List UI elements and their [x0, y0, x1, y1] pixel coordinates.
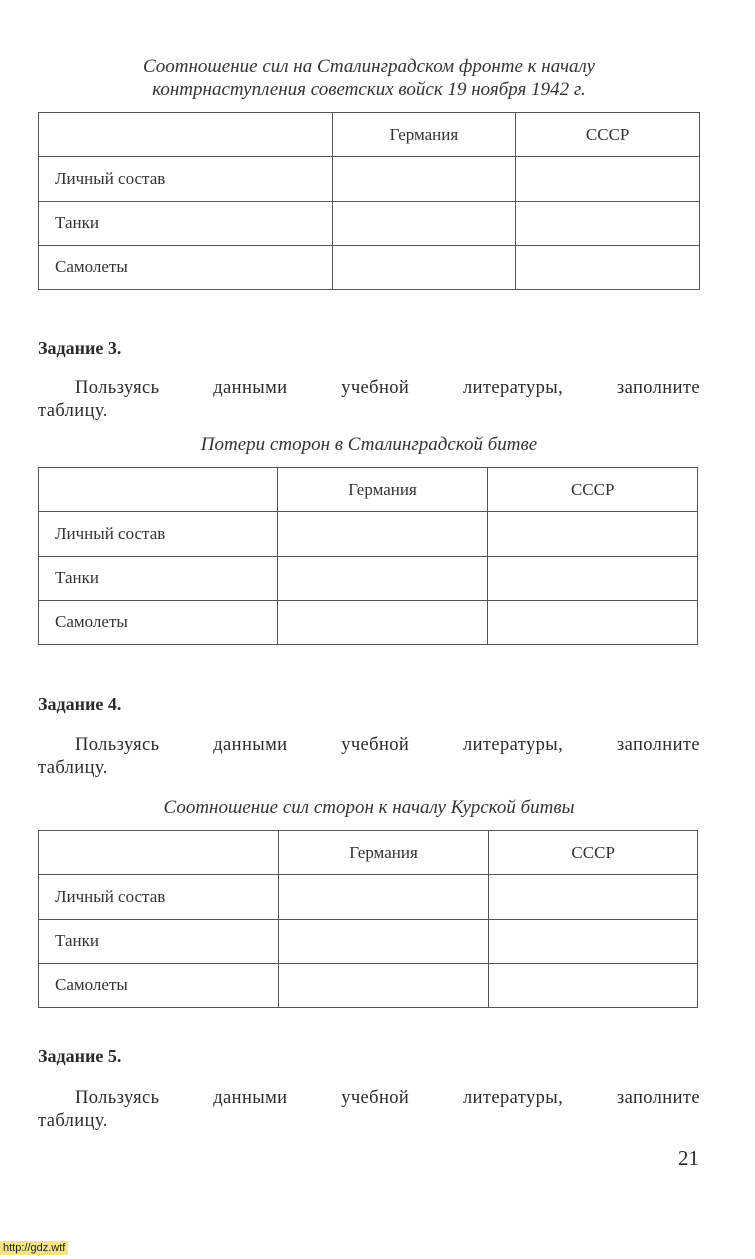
header-ussr: СССР: [489, 831, 698, 875]
task-line: Пользуясь данными учебной литературы, заполните: [75, 1088, 700, 1108]
table-caption: Потери сторон в Сталинградской битве: [200, 434, 538, 455]
cell[interactable]: [489, 919, 698, 963]
header-ussr: СССР: [488, 468, 698, 512]
row-label: Танки: [39, 201, 333, 245]
caption-line: Соотношение сил на Сталинградском фронте к началу: [142, 56, 596, 77]
cell[interactable]: [278, 919, 489, 963]
row-label: Личный состав: [39, 875, 279, 919]
task-title: Задание 4.: [38, 694, 122, 714]
row-label: Самолеты: [39, 245, 333, 289]
cell[interactable]: [488, 512, 698, 556]
task-title: Задание 3.: [38, 338, 122, 358]
cell[interactable]: [332, 245, 516, 289]
cell[interactable]: [516, 157, 700, 201]
task-line: таблицу.: [38, 401, 108, 421]
table-caption: [38, 55, 700, 101]
cell[interactable]: [277, 512, 488, 556]
task-title: Задание 5.: [38, 1046, 122, 1066]
cell[interactable]: [332, 201, 516, 245]
cell[interactable]: [489, 963, 698, 1007]
row-label: Танки: [39, 919, 279, 963]
cell[interactable]: [489, 875, 698, 919]
cell[interactable]: [516, 245, 700, 289]
row-label: Личный состав: [39, 512, 278, 556]
row-label: Самолеты: [39, 963, 279, 1007]
cell[interactable]: [488, 556, 698, 600]
header-ussr: СССР: [516, 113, 700, 157]
caption-line: контрнаступления советских войск 19 ноября 1942 г.: [152, 79, 586, 100]
cell[interactable]: [516, 201, 700, 245]
table-caption: Соотношение сил сторон к началу Курской битвы: [163, 797, 575, 818]
header-germany: Германия: [278, 831, 489, 875]
header-germany: Германия: [332, 113, 516, 157]
page-number: 21: [678, 1146, 699, 1170]
header-germany: Германия: [277, 468, 488, 512]
cell[interactable]: [332, 157, 516, 201]
row-label: Личный состав: [39, 157, 333, 201]
row-label: Самолеты: [39, 600, 278, 644]
task-line: Пользуясь данными учебной литературы, заполните: [75, 735, 700, 755]
watermark-link[interactable]: http://gdz.wtf: [0, 1241, 68, 1255]
task-line: таблицу.: [38, 1111, 108, 1131]
forces-kursk-table: [38, 830, 698, 1008]
task-line: таблицу.: [38, 758, 108, 778]
cell[interactable]: [488, 600, 698, 644]
task-text: [38, 734, 700, 780]
losses-stalingrad-table: [38, 467, 698, 645]
forces-stalingrad-table: [38, 112, 700, 290]
cell[interactable]: [277, 600, 488, 644]
cell[interactable]: [277, 556, 488, 600]
cell[interactable]: [278, 963, 489, 1007]
row-label: Танки: [39, 556, 278, 600]
cell[interactable]: [278, 875, 489, 919]
task-line: Пользуясь данными учебной литературы, заполните: [75, 378, 700, 398]
task-text: [38, 1087, 700, 1133]
task-text: [38, 377, 700, 423]
